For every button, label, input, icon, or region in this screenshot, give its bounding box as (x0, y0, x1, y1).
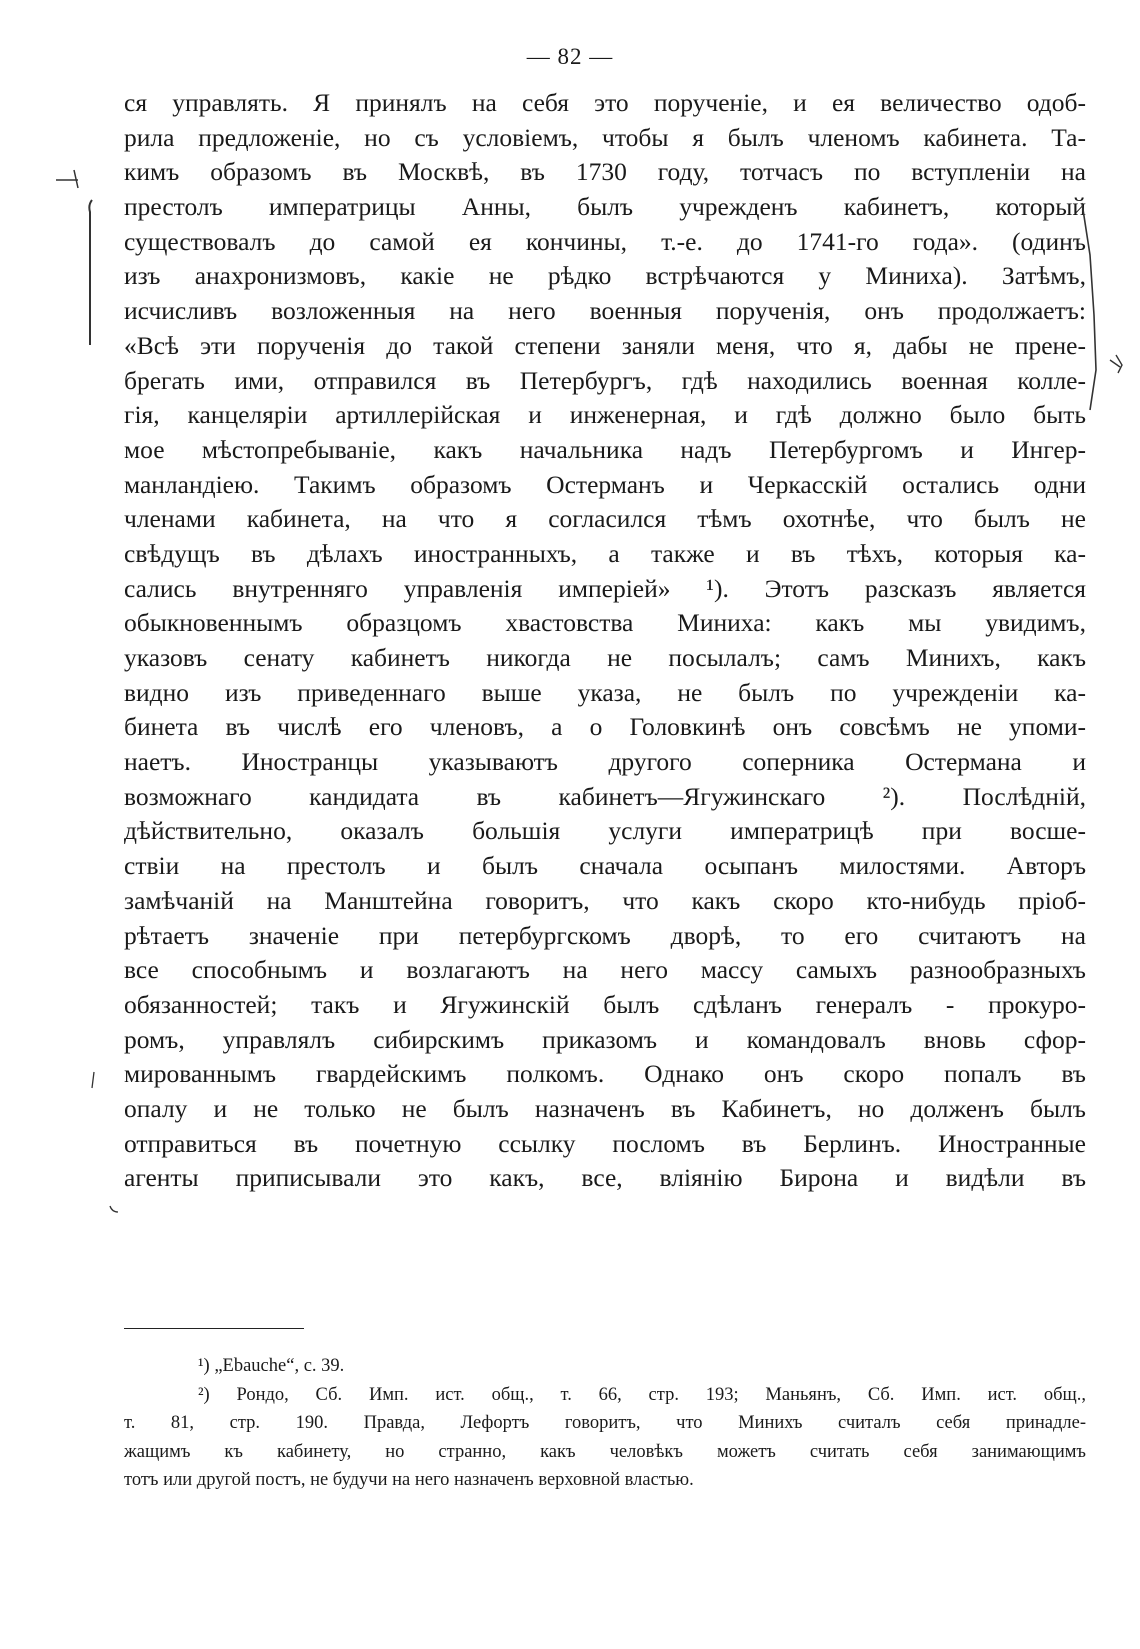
text-line: мированнымъ гвардейскимъ полкомъ. Однако онъ скоро попалъ въ (124, 1059, 1086, 1089)
text-line: все способнымъ и возлагаютъ на него массу самыхъ разнообразныхъ (124, 955, 1086, 985)
text-line: манландіею. Такимъ образомъ Остерманъ и Черкасскій остались одни (124, 469, 1086, 499)
text-line: кимъ образомъ въ Москвѣ, въ 1730 году, тотчасъ по вступленіи на (124, 157, 1086, 187)
text-line: мое мѣстопребываніе, какъ начальника надъ Петербургомъ и Ингер- (124, 434, 1086, 464)
text-line: указовъ сенату кабинетъ никогда не посылалъ; самъ Минихъ, какъ (124, 643, 1086, 672)
text-line: возможнаго кандидата въ кабинетъ—Ягужинскаго ²). Послѣдній, (124, 781, 1086, 811)
page-number: — 82 — (526, 44, 614, 69)
text-line: престолъ императрицы Анны, былъ учрежденъ кабинетъ, который (124, 192, 1086, 222)
right-margin-bracket-mark (1080, 195, 1140, 445)
text-line: «Всѣ эти порученія до такой степени заняли меня, что я, дабы не прене- (124, 330, 1086, 360)
text-line: изъ анахронизмовъ, какіе не рѣдко встрѣчаются у Миниха). Затѣмъ, (124, 261, 1086, 291)
footnote-2-line: тотъ или другой постъ, не будучи на него назначенъ верховной властью. (124, 1470, 694, 1491)
text-line: замѣчаній на Манштейна говоритъ, что какъ скоро кто-нибудь пріоб- (124, 885, 1086, 915)
text-line: отправиться въ почетную ссылку посломъ въ Берлинъ. Иностранные (124, 1128, 1086, 1158)
text-line: агенты приписывали это какъ, все, вліянію Бирона и видѣли въ (124, 1163, 1086, 1193)
text-line: исчисливъ возложенныя на него военныя порученія, онъ продолжаетъ: (124, 296, 1086, 326)
footnote-2-line: т. 81, стр. 190. Правда, Лефортъ говоритъ, что Минихъ считалъ себя принадле- (124, 1413, 1086, 1434)
footnote-2-line: ²) Рондо, Сб. Имп. ист. общ., т. 66, стр. 193; Маньянъ, Сб. Имп. ист. общ., (198, 1384, 1086, 1405)
text-line: ся управлять. Я принялъ на себя это порученіе, и ея величество одоб- (124, 88, 1086, 117)
text-line: существовалъ до самой ея кончины, т.-е. до 1741-го года». (одинъ (124, 226, 1086, 256)
text-line: обязанностей; такъ и Ягужинскій былъ сдѣланъ генералъ - прокуро- (124, 989, 1086, 1019)
text-line: рила предложеніе, но съ условіемъ, чтобы я былъ членомъ кабинета. Та- (124, 122, 1086, 152)
text-line: рѣтаетъ значеніе при петербургскомъ дворѣ, то его считаютъ на (124, 920, 1086, 950)
text-line: дѣйствительно, оказалъ большія услуги императрицѣ при восше- (124, 816, 1086, 846)
text-line: видно изъ приведеннаго выше указа, не былъ по учрежденіи ка- (124, 677, 1086, 707)
footnotes (124, 1352, 1086, 1495)
text-line: ромъ, управлялъ сибирскимъ приказомъ и командовалъ вновь сфор- (124, 1024, 1086, 1054)
text-line: членами кабинета, на что я согласился тѣмъ охотнѣе, что былъ не (124, 504, 1086, 534)
footnote-1: ¹) „Ebauche“, с. 39. (198, 1356, 345, 1376)
text-line: гія, канцеляріи артиллерійская и инженерная, и гдѣ должно было быть (124, 400, 1086, 430)
left-margin-bracket-mark (48, 150, 108, 360)
footnote-2-line: жащимъ къ кабинету, но странно, какъ человѣкъ можетъ считать себя занимающимъ (124, 1441, 1086, 1462)
text-line: опалу и не только не былъ назначенъ въ Кабинетъ, но долженъ былъ (124, 1093, 1086, 1123)
text-line: брегать ими, отправился въ Петербургъ, гдѣ находились военная колле- (124, 365, 1086, 395)
left-margin-hook-mark (108, 1200, 124, 1216)
left-margin-tick-mark (84, 1070, 104, 1092)
text-line: сались внутренняго управленія имперіей» ¹). Этотъ разсказъ является (124, 573, 1086, 603)
text-line: обыкновеннымъ образцомъ хвастовства Миниха: какъ мы увидимъ, (124, 608, 1086, 638)
footnote-divider (124, 1328, 304, 1329)
main-text (124, 86, 1086, 1196)
text-line: бинета въ числѣ его членовъ, а о Головкинѣ онъ совсѣмъ не упоми- (124, 712, 1086, 742)
text-line: свѣдущъ въ дѣлахъ иностранныхъ, а также и въ тѣхъ, которыя ка- (124, 538, 1086, 568)
text-line: наетъ. Иностранцы указываютъ другого соперника Остермана и (124, 747, 1086, 777)
text-line: ствіи на престолъ и былъ сначала осыпанъ милостями. Авторъ (124, 851, 1086, 881)
